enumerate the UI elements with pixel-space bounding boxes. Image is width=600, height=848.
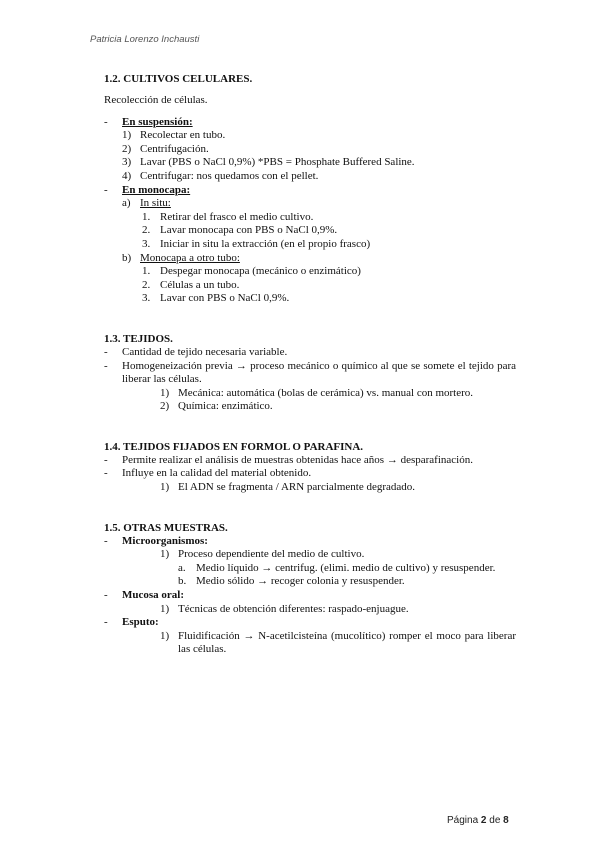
label-monocapa: En monocapa: <box>122 183 191 196</box>
bullet-micro: - Microorganismos: <box>104 534 208 547</box>
section-title-fijados: 1.4. TEJIDOS FIJADOS EN FORMOL O PARAFINA. <box>104 440 364 453</box>
list-item: 1. Retirar del frasco el medio cultivo. <box>142 210 314 223</box>
author-header: Patricia Lorenzo Inchausti <box>90 34 200 45</box>
bullet-mucosa: - Mucosa oral: <box>104 589 185 602</box>
list-item: 1) Fluidificación → N-acetilcisteína (mucolítico) romper el moco para liberar las células. <box>160 629 516 656</box>
list-item: 2. Lavar monocapa con PBS o NaCl 0,9%. <box>142 224 338 237</box>
bullet: - Influye en la calidad del material obtenido. <box>104 467 312 480</box>
bullet: - Cantidad de tejido necesaria variable. <box>104 345 288 358</box>
dash-marker: - <box>104 115 108 128</box>
list-item: 1) Técnicas de obtención diferentes: raspado-enjuague. <box>160 602 409 615</box>
list-item: a. Medio líquido → centrifug. (elimi. medio de cultivo) y resuspender. <box>178 561 496 574</box>
list-item: 2. Células a un tubo. <box>142 278 240 291</box>
list-item-insitu: a) In situ: <box>122 197 171 210</box>
document-body <box>104 72 516 657</box>
bullet-monocapa <box>104 184 516 198</box>
dash-marker: - <box>104 183 108 196</box>
label-suspension: En suspensión: <box>122 115 193 128</box>
list-item: 1) El ADN se fragmenta / ARN parcialmente degradado. <box>160 481 416 494</box>
bullet-suspension <box>104 116 516 130</box>
list-item: b. Medio sólido → recoger colonia y resuspender. <box>178 575 405 588</box>
list-item: 1. Despegar monocapa (mecánico o enzimático) <box>142 265 361 278</box>
list-item: 1) Recolectar en tubo. <box>122 129 226 142</box>
section-title-tejidos: 1.3. TEJIDOS. <box>104 332 173 345</box>
intro-text: Recolección de células. <box>104 94 208 106</box>
page-number: Página 2 de 8 <box>447 815 509 826</box>
list-item: 3. Lavar con PBS o NaCl 0,9%. <box>142 292 290 305</box>
bullet: - Permite realizar el análisis de muestras obtenidas hace años → desparafinación. <box>104 453 473 466</box>
list-item: 4) Centrifugar: nos quedamos con el pellet. <box>122 169 319 182</box>
list-item: 3) Lavar (PBS o NaCl 0,9%) *PBS = Phosphate Buffered Saline. <box>122 156 415 169</box>
section-title-cultivos: 1.2. CULTIVOS CELULARES. <box>104 73 253 85</box>
list-item: 1) Mecánica: automática (bolas de cerámica) vs. manual con mortero. <box>160 386 474 399</box>
bullet-esputo: - Esputo: <box>104 616 159 629</box>
list-item: 3. Iniciar in situ la extracción (en el propio frasco) <box>142 237 371 250</box>
section-title-otras: 1.5. OTRAS MUESTRAS. <box>104 521 228 534</box>
list-item: 2) Centrifugación. <box>122 142 209 155</box>
list-item: 1) Proceso dependiente del medio de cultivo. <box>160 548 365 561</box>
bullet: - Homogeneización previa → proceso mecánico o químico al que se somete el tejido para liberar las células. <box>104 359 516 386</box>
list-item: 2) Química: enzimático. <box>160 400 273 413</box>
list-item-otro-tubo: b) Monocapa a otro tubo: <box>122 251 240 264</box>
